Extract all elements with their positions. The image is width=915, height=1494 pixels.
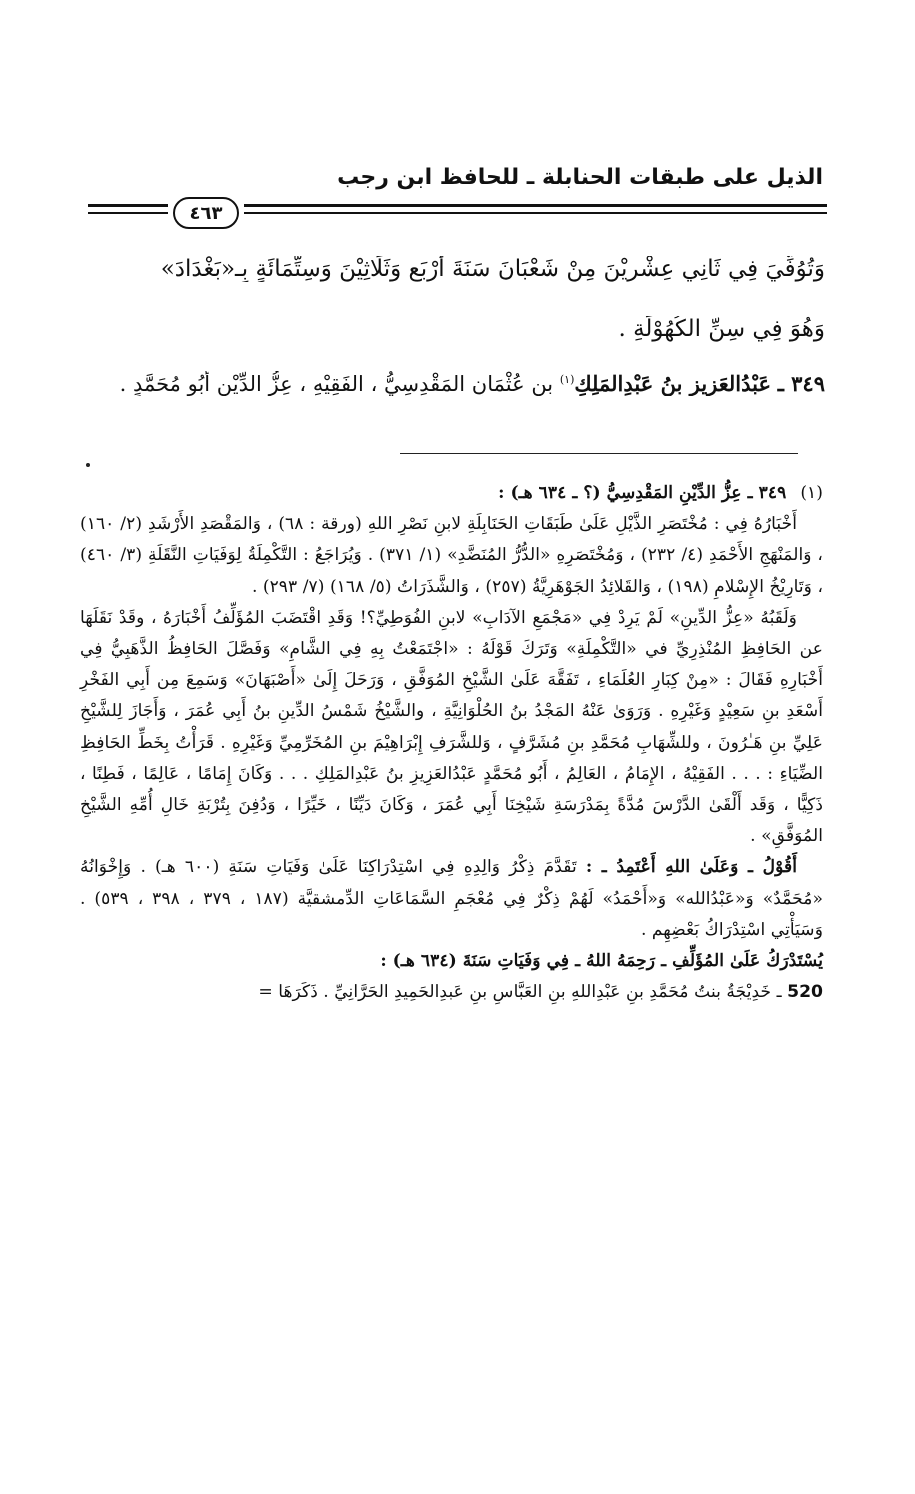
running-header: الذيل على طبقات الحنابلة ـ للحافظ ابن رجب [337, 165, 823, 190]
footnote-block [80, 478, 823, 1008]
addendum-entry-text: ـ خَدِيْجَةُ بنتُ مُحَمَّدِ بنِ عَبْدِاللهِ بنِ العَبَّاسِ بنِ عَبدِالحَمِيدِ الحَرَّانِيِّ . ذَكَرَهَا = [258, 982, 782, 1003]
header-rule-right-top [244, 204, 827, 207]
footnote-addendum-heading: يُسْتَدْرَكُ عَلَىٰ المُؤَلِّفِ ـ رَحِمَهُ اللهُ ـ فِي وَفَيَاتِ سَنَةَ (٦٣٤ هـ) : [380, 951, 823, 972]
stray-dot [86, 463, 90, 467]
footnote-title-row [80, 478, 823, 509]
entry-number: ٣٤٩ ـ [777, 371, 825, 396]
body-line-2: وَهُوَ فِي سِنِّ الكُهُوْلَةِ . [618, 316, 825, 342]
header-rule-right-bottom [244, 212, 827, 214]
page-number-badge: ٤٦٣ [173, 197, 239, 229]
entry-name: عَبْدُالعَزِيزِ بنُ عَبْدِالمَلِكِ [574, 371, 771, 396]
footnote-title: ٣٤٩ ـ عِزُّ الدِّيْنِ المَقْدِسِيُّ (؟ ـ ٦٣٤ هـ) : [498, 483, 787, 503]
header-rule-left-bottom [88, 212, 168, 214]
footnote-sources-paragraph: أَخْبَارُهُ فِي : مُخْتَصَرِ الذَّيْلِ عَلَىٰ طَبَقَاتِ الحَنَابِلَةِ لابنِ نَصْرِ اللهِ (ورقة : ٦٨) ، وَالمَقْصَدِ الأَرْشَدِ (٢/ ١٦٠) ، وَالمَنْهَجِ الأَحْمَدِ (٤/ ٢٣٢) ، وَمُخْتَصَرِهِ «الدُّرُّ المُنَضَّدِ» (١/ ٣٧١) . وَيُرَاجَعُ : التَّكْمِلَةُ لِوَفَيَاتِ النَّقَلَةِ (٣/ ٤٦٠) ، وَتَارِيْخُ الإِسْلامِ (١٩٨) ، وَالقَلائِدُ الجَوْهَرِيَّةُ (٢٥٧) ، وَالشَّذَرَاتُ (٥/ ١٦٨) (٧/ ٢٩٣) . [80, 514, 823, 597]
editor-note-text: تَقَدَّمَ ذِكْرُ وَالِدِهِ فِي اسْتِدْرَاكِنَا عَلَىٰ وَفَيَاتِ سَنَةِ (٦٠٠ هـ) . وَإِخْوَانُهُ «مُحَمَّدٌ» وَ«عَبْدُالله» وَ«أَحْمَدُ» لَهُمْ ذِكْرٌ فِي مُعْجَمِ السَّمَاعَاتِ الدِّمشقيَّة (١٨٧ ، ٣٧٩ ، ٣٩٨ ، ٥٣٩) . وَسَيَأْتِي اسْتِدْرَاكُ بَعْضِهِم . [80, 857, 823, 940]
biography-entry-heading [84, 371, 825, 396]
footnote-separator [400, 453, 798, 454]
header-rule-left-top [88, 204, 168, 207]
footnote-editor-note [80, 852, 823, 946]
editor-note-lead: أَقُوْلُ ـ وَعَلَىٰ اللهِ أَعْتَمِدُ ـ : [585, 857, 798, 878]
footnote-ref: (١) [559, 373, 575, 386]
addendum-entry-number: 520 [787, 982, 823, 1003]
footnote-commentary-paragraph: وَلَقَبُهُ «عِزُّ الدِّينِ» لَمْ يَرِدْ فِي «مَجْمَعِ الآدَابِ» لابنِ الفُوَطِيِّ؟! وَقَدِ اقْتَضَبَ المُؤَلِّفُ أَخْبَارَهُ ، وقَدْ نَقَلَهَا عن الحَافِظِ المُنْذِرِيِّ في «التَّكْمِلَةِ» وَتَرَكَ قَوْلَهُ : «اجْتَمَعْتُ بِهِ فِي الشَّامِ» وَفَصَّلَ الحَافِظُ الذَّهَبِيُّ فِي أَخْبَارِهِ فَقَالَ : «مِنْ كِبَارِ العُلَمَاءِ ، تَفَقَّهَ عَلَىٰ الشَّيْخِ المُوَفَّقِ ، وَرَحَلَ إِلَىٰ «أَصْبَهَانَ» وَسَمِعَ مِن أَبِي الفَخْرِ أَسْعَدِ بنِ سَعِيْدٍ وَغَيْرِهِ . وَرَوَىٰ عَنْهُ المَجْدُ بنُ الحُلْوَانِيَّةِ ، والشَّيْخُ شَمْسُ الدِّينِ بنُ أَبِي عُمَرَ ، وَأَجَازَ لِلشَّيْخِ عَلِيِّ بنِ هَـٰرُونَ ، وللشِّهَابِ مُحَمَّدِ بنِ مُشَرَّفٍ ، وَللشَّرَفِ إِبْرَاهِيْمَ بنِ المُخَرِّمِيِّ وَغَيْرِهِ . قَرَأْتُ بِخَطِّ الحَافِظِ الضِّيَاءِ : . . . الفَقِيْهُ ، الإِمَامُ ، العَالِمُ ، أَبُو مُحَمَّدٍ عَبْدُالعَزِيزِ بنُ عَبْدِالمَلِكِ . . . وَكَانَ إِمَامًا ، عَالِمًا ، فَطِنًا ، ذَكِيًّا ، وَقَد أَلْقَىٰ الدَّرْسَ مُدَّةً بِمَدْرَسَةِ شَيْخِنَا أَبِي عُمَرَ ، وَكَانَ دَيِّنًا ، خَيِّرًا ، وَدُفِنَ بِتُرْبَةِ خَالِ أُمِّهِ الشَّيْخِ المُوَفَّقِ» . [80, 607, 823, 847]
body-line-1: وَتُوُفِّيَ فِي ثَانِي عِشْرِيْنَ مِنْ شَعْبَانَ سَنَةَ أَرْبَعٍ وَثَلَاثِيْنَ وَسِتِّمَائَةٍ بِـ«بَغْدَادَ» [160, 256, 825, 282]
footnote-addendum-entry [80, 977, 823, 1008]
entry-rest: بنِ عُثْمَانِ المَقْدِسِيُّ ، الفَقِيْهِ ، عِزُّ الدِّيْنِ أَبُو مُحَمَّدٍ . [119, 372, 554, 396]
footnote-marker: (١) [800, 483, 823, 503]
